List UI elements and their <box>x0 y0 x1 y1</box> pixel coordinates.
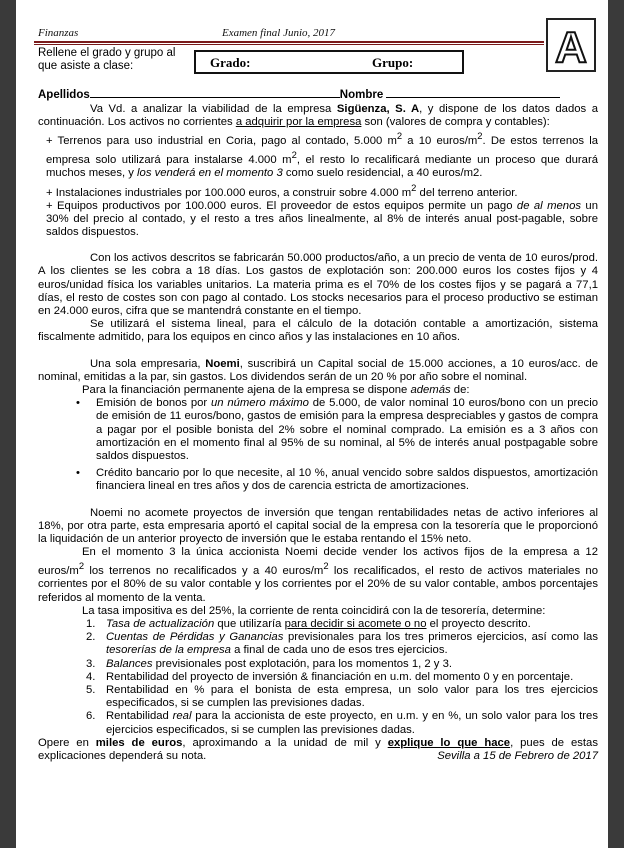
list-item: 5. Rentabilidad en % para el bonista de esta empresa, un solo valor para los tres ejercicios especificados, si se cumplen las previsiones dadas. <box>86 683 598 710</box>
asset-terrenos: + Terrenos para uso industrial en Coria, pago al contado, 5.000 $m^2$ a 10 euros/$m^2$. De estos terrenos la empresa solo utilizará para instalarse 4.000 $m^2$, el resto lo recalificará mediante un proceso que durará muchos meses, y los venderá en el momento 3 como suelo residencial, a 40 euros/m2. <box>46 130 599 180</box>
list-item: • Crédito bancario por lo que necesite, al 10 %, anual vencido sobre saldos dispuestos, amortización financiera lineal en tres años y dos de carencia estricta de amortizaciones. <box>96 467 598 493</box>
letter-a-icon <box>550 22 592 68</box>
grupo-label: Grupo: <box>372 55 414 70</box>
tax-paragraph: La tasa impositiva es del 25%, la corriente de renta coincidirá con la de tesorería, determine: <box>82 604 546 617</box>
list-item: 3. Balances previsionales post explotación, para los momentos 1, 2 y 3. <box>86 657 453 670</box>
nombre-label: Nombre <box>339 89 384 101</box>
grado-label: Grado: <box>210 55 251 70</box>
asset-instalaciones: + Instalaciones industriales por 100.000 euros, a construir sobre 4.000 $m^2$ del terreno anterior. <box>46 181 518 199</box>
investor-paragraph: Noemi no acomete proyectos de inversión que tengan rentabilidades netas de activo inferiores al 18%, por otra parte, esta empresaria aportó el capital social de la empresa con la tesorería que le proporcionó la liquidación de un anterior proyecto de inversión que le estaba rentando el 15% neto. <box>38 506 598 545</box>
list-item: 2. Cuentas de Pérdidas y Ganancias previsionales para los tres primeros ejercicios, así como las tesorerías de la empresa a final de cada uno de esos tres ejercicios. <box>86 631 598 657</box>
capital-paragraph: Una sola empresaria, Noemi, suscribirá un Capital social de 15.000 acciones, a 10 euros/acc. de nominal, emitidas a la par, sin gastos. Los dividendos serán de un 20 % por año sobre el nominal. <box>38 357 598 383</box>
header-rule <box>34 41 544 43</box>
financing-paragraph: Para la financiación permanente ajena de la empresa se dispone además de: <box>82 383 470 396</box>
header-subject: Finanzas <box>38 27 79 39</box>
sale-paragraph: En el momento 3 la única accionista Noemi decide vender los activos fijos de la empresa a 12 euros/$m^2$ los terrenos no recalificados y a 40 euros/$m^2$ los recalificados, el resto de activos materiales no corrientes por el 80% de su valor contable y los corrientes por el 20% de su valor contable, ambos porcentajes referidos al momento de la venta. <box>38 546 598 604</box>
company-name: Sigüenza, S. A <box>336 103 420 115</box>
depreciation-paragraph: Se utilizará el sistema lineal, para el cálculo de la dotación contable a amortización, sistema fiscalmente admitido, para los equipos en cinco años y las instalaciones en 10 años. <box>38 318 598 344</box>
exam-page <box>16 0 608 848</box>
header-exam-title: Examen final Junio, 2017 <box>222 27 336 39</box>
list-item: • Emisión de bonos por un número máximo de 5.000, de valor nominal 10 euros/bono con un precio de emisión de 11 euros/bono, gastos de emisión para la empresa despreciables y gastos de compra a pagar por el posible bonista del 2% sobre el nominal comprado. La emisión es a 3 años con amortización en el momento final al 95% de su nominal, al 5% de interés anual postpagable sobre saldos dispuestos. <box>96 397 598 463</box>
svg-text:A: A <box>555 23 587 68</box>
exam-body <box>38 103 598 763</box>
financing-list <box>38 397 598 493</box>
exam-model-logo <box>546 18 596 72</box>
asset-equipos: + Equipos productivos por 100.000 euros. El proveedor de estos equipos permite un pago de al menos un 30% del precio al contado, y el resto a tres años linealmente, al 8% de interés anual post-pagable, sobre saldos dispuestos. <box>46 199 598 238</box>
footer-instructions: Opere en miles de euros, aproximando a la unidad de mil y explique lo que hace, pues de estas explicaciones dependerá su nota. Sevilla a 15 de Febrero de 2017 <box>38 736 598 762</box>
list-item: 6. Rentabilidad real para la accionista de este proyecto, en u.m. y en %, un solo valor para los tres ejercicios especificados, si se cumplen las previsiones dadas. <box>86 710 598 736</box>
apellidos-label: Apellidos <box>38 89 90 101</box>
name-line <box>38 87 598 101</box>
intro-paragraph: Va Vd. a analizar la viabilidad de la empresa Sigüenza, S. A, y dispone de los datos dados a continuación. Los activos no corrientes a adquirir por la empresa son (valores de compra y contables): <box>38 103 598 129</box>
header-rule-thin <box>34 44 544 45</box>
grade-group-box[interactable] <box>194 50 464 74</box>
footer-date: Sevilla a 15 de Febrero de 2017 <box>437 750 598 762</box>
questions-list <box>38 618 598 737</box>
list-item: 4. Rentabilidad del proyecto de inversión & financiación en u.m. del momento 0 y en porcentaje. <box>86 670 574 683</box>
fill-instructions: Rellene el grado y grupo al que asiste a clase: <box>38 47 176 72</box>
nombre-blank[interactable] <box>386 87 560 98</box>
list-item: 1. Tasa de actualización que utilizaría para decidir si acomete o no el proyecto descrito. <box>86 617 531 630</box>
apellidos-blank[interactable] <box>90 87 340 98</box>
production-paragraph: Con los activos descritos se fabricarán 50.000 productos/año, a un precio de venta de 10 euros/prod. A los clientes se les cobra a 18 días. Los gastos de explotación son: 200.000 euros los costes fijos y 4 euros/unidad física los variables unitarios. La materia prima es el 70% de los costes fijos y se pagará a 77,1 días, el resto de costes son con pago al contado. Los stocks necesarios para el proceso productivo se estiman en 24.000 euros, cifra que se mantendrá constante en el tiempo. <box>38 252 598 317</box>
